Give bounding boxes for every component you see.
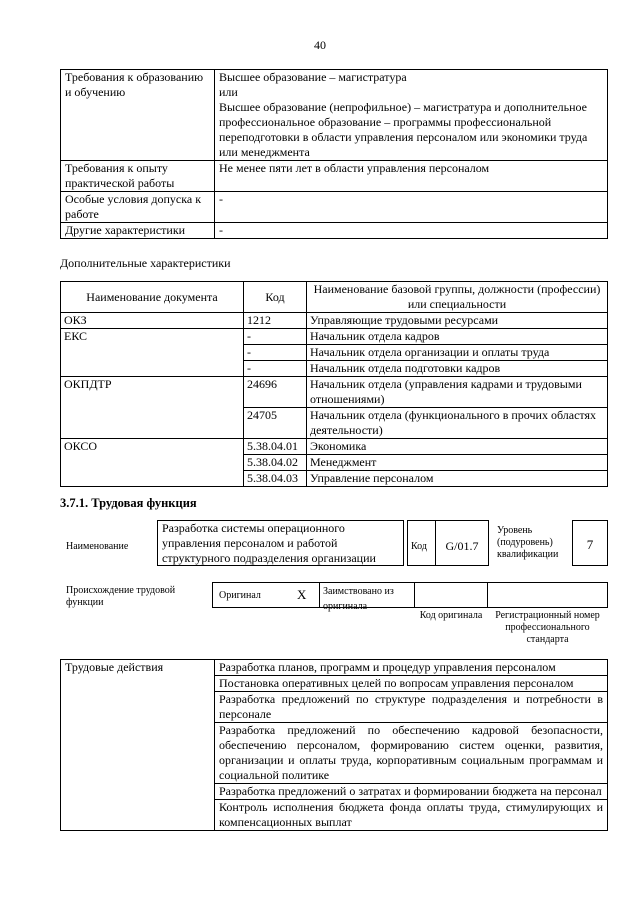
action-item: Постановка оперативных целей по вопросам управления персоналом — [215, 676, 608, 692]
code-cell: 24705 — [244, 408, 307, 439]
code-cell: 5.38.04.01 — [244, 439, 307, 455]
function-name-box — [157, 520, 404, 566]
additional-table — [60, 281, 608, 487]
action-item: Разработка предложений по структуре подразделения и потребности в персонале — [215, 692, 608, 723]
action-item: Разработка планов, программ и процедур управления персоналом — [215, 660, 608, 676]
function-code-label: Код — [407, 520, 435, 566]
origin-borrowed-label: Заимствовано из оригинала — [323, 586, 394, 612]
name-cell: Экономика — [307, 439, 608, 455]
code-cell: - — [244, 361, 307, 377]
doc-cell: ОКСО — [61, 439, 244, 487]
code-cell: - — [244, 345, 307, 361]
table-row — [61, 161, 608, 192]
origin-reg-caption: Регистрационный номер профессионального стандарта — [495, 610, 600, 645]
table-row — [61, 439, 608, 455]
code-cell: - — [244, 329, 307, 345]
header-code: Код — [244, 282, 307, 313]
requirement-label: Требования к образованию и обучению — [61, 70, 215, 161]
table-row — [61, 223, 608, 239]
requirement-value: - — [215, 223, 608, 239]
origin-code-box — [414, 582, 488, 608]
name-cell: Начальник отдела (функционального в прочих областях деятельности) — [307, 408, 608, 439]
origin-original-mark: X — [297, 587, 307, 602]
name-cell: Управление персоналом — [307, 471, 608, 487]
code-cell: 5.38.04.02 — [244, 455, 307, 471]
doc-cell: ЕКС — [61, 329, 244, 377]
requirement-value — [215, 70, 608, 161]
function-code-value: G/01.7 — [435, 520, 489, 566]
function-name-label: Наименование — [66, 541, 129, 552]
name-cell: Начальник отдела подготовки кадров — [307, 361, 608, 377]
name-cell: Менеджмент — [307, 455, 608, 471]
requirement-line: Высшее образование – магистратура — [219, 70, 407, 84]
name-cell: Управляющие трудовыми ресурсами — [307, 313, 608, 329]
origin-label: Происхождение трудовой функции — [66, 585, 176, 608]
requirement-line: Высшее образование (непрофильное) – магистратура и дополнительное профессиональное образование – программы профессиональной переподготовки в области управления персоналом или экономики труда или менеджмента — [219, 100, 588, 159]
code-cell: 5.38.04.03 — [244, 471, 307, 487]
code-cell: 1212 — [244, 313, 307, 329]
name-cell: Начальник отдела кадров — [307, 329, 608, 345]
function-name-value: Разработка системы операционного управления персоналом и работой структурного подразделения организации — [162, 521, 376, 565]
name-cell: Начальник отдела (управления кадрами и трудовыми отношениями) — [307, 377, 608, 408]
header-doc: Наименование документа — [61, 282, 244, 313]
code-cell: 24696 — [244, 377, 307, 408]
origin-borrowed-box — [319, 582, 415, 612]
origin-original-label: Оригинал — [219, 590, 261, 601]
qualification-level-value: 7 — [572, 520, 608, 566]
qualification-level-label: Уровень (подуровень) квалификации — [497, 525, 559, 560]
table-header-row — [61, 282, 608, 313]
section-heading: 3.7.1. Трудовая функция — [60, 496, 197, 510]
action-item: Разработка предложений по обеспечению кадровой безопасности, обеспечению персоналом, формированию систем оценки, развития, организации и оплаты труда, корпоративным социальным программам и социальной политике — [215, 723, 608, 784]
requirement-line: или — [219, 85, 238, 99]
requirements-table — [60, 69, 608, 239]
table-row — [61, 660, 608, 676]
requirement-label: Особые условия допуска к работе — [61, 192, 215, 223]
actions-label: Трудовые действия — [61, 660, 215, 831]
action-item: Разработка предложений о затратах и формировании бюджета на персонал — [215, 784, 608, 800]
doc-cell: ОКЗ — [61, 313, 244, 329]
table-row — [61, 377, 608, 408]
table-row — [61, 313, 608, 329]
requirement-label: Требования к опыту практической работы — [61, 161, 215, 192]
table-row — [61, 192, 608, 223]
name-cell: Начальник отдела организации и оплаты труда — [307, 345, 608, 361]
doc-cell: ОКПДТР — [61, 377, 244, 439]
actions-table — [60, 659, 608, 831]
action-item: Контроль исполнения бюджета фонда оплаты труда, стимулирующих и компенсационных выплат — [215, 800, 608, 831]
table-row — [61, 329, 608, 345]
origin-code-caption: Код оригинала — [419, 610, 483, 621]
table-row — [61, 70, 608, 161]
requirement-value: - — [215, 192, 608, 223]
additional-caption: Дополнительные характеристики — [60, 256, 231, 270]
origin-reg-box — [487, 582, 608, 608]
origin-original-box — [212, 582, 320, 608]
requirement-value: Не менее пяти лет в области управления персоналом — [215, 161, 608, 192]
page-number: 40 — [314, 38, 326, 52]
requirement-label: Другие характеристики — [61, 223, 215, 239]
header-name: Наименование базовой группы, должности (профессии) или специальности — [307, 282, 608, 313]
